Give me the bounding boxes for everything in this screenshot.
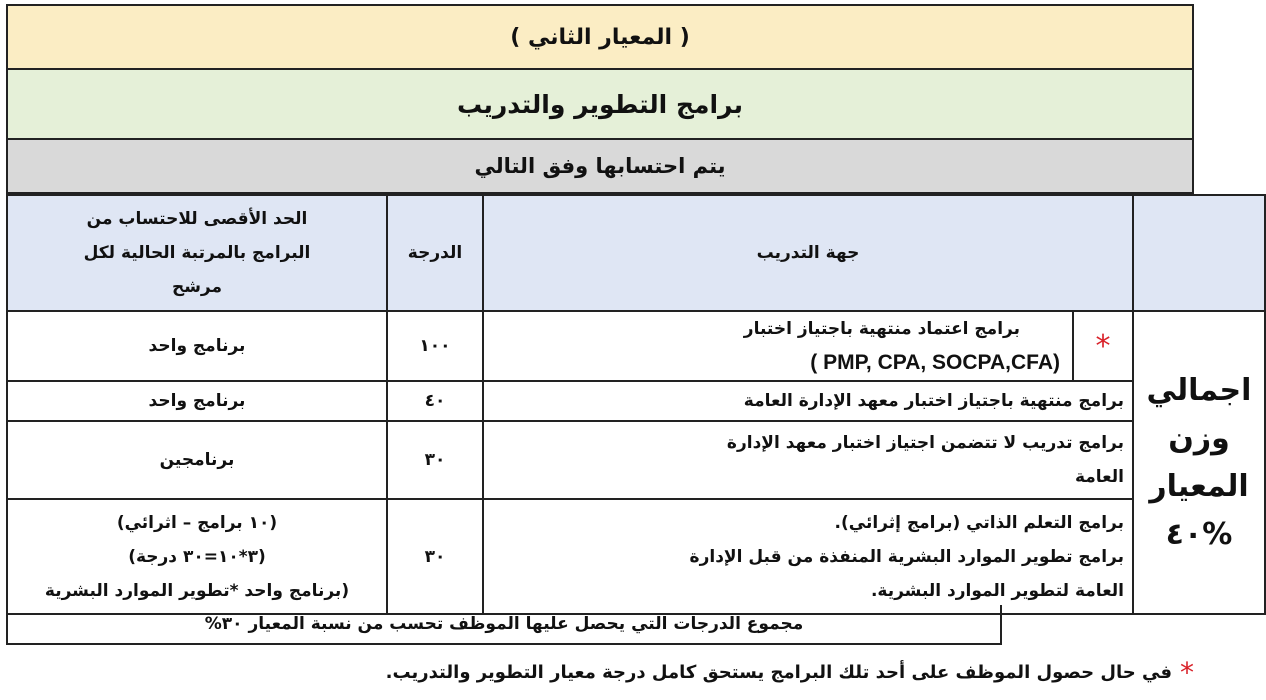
- row4-max-line: (١٠ برامج – اثرائي): [116, 512, 278, 533]
- footnote-text: في حال حصول الموظف على أحد تلك البرامج يستحق كامل درجة معيار التطوير والتدريب.: [385, 661, 1172, 683]
- row1-star-cell: [1073, 311, 1133, 381]
- section-title: [6, 70, 1194, 140]
- header-max-line: مرشح: [171, 277, 223, 297]
- sum-note-text: مجموع الدرجات التي يحصل عليها الموظف تحسب من نسبة المعيار ٣٠%: [204, 614, 804, 634]
- standard-title-text: ( المعيار الثاني ): [510, 24, 690, 50]
- row3-max: برنامجين: [7, 421, 387, 499]
- row4-provider: [483, 499, 1133, 614]
- row3-provider-line: العامة: [1074, 467, 1124, 487]
- header-degree: الدرجة: [387, 195, 483, 311]
- sum-note: [6, 605, 1002, 645]
- row3-provider: [483, 421, 1133, 499]
- row4-degree: ٣٠: [387, 499, 483, 614]
- row4-provider-line: برامج تطوير الموارد البشرية المنفذة من قبل الإدارة: [689, 546, 1124, 567]
- header-max: [7, 195, 387, 311]
- asterisk-icon: *: [1095, 328, 1111, 364]
- section-title-text: برامج التطوير والتدريب: [457, 89, 743, 119]
- row2-provider: برامج منتهية باجتياز اختبار معهد الإدارة العامة: [483, 381, 1133, 421]
- row4-provider-line: برامج التعلم الذاتي (برامج إثرائي).: [834, 512, 1124, 533]
- side-line: ٤٠%: [1165, 516, 1233, 552]
- side-line: اجمالي: [1146, 372, 1252, 408]
- row2-max: برنامج واحد: [7, 381, 387, 421]
- header-max-line: البرامج بالمرتبة الحالية لكل: [83, 243, 311, 263]
- calc-note: [6, 140, 1194, 194]
- table-row: [7, 381, 1265, 421]
- calc-note-text: يتم احتسابها وفق التالي: [474, 154, 726, 178]
- table-row: [7, 311, 1265, 381]
- header-side-empty: [1133, 195, 1265, 311]
- row4-max-line: (٣*١٠=٣٠ درجة): [128, 546, 266, 567]
- row3-degree: ٣٠: [387, 421, 483, 499]
- row1-provider-line: برامج اعتماد منتهية باجتياز اختبار: [743, 319, 1020, 339]
- standard-title: [6, 4, 1194, 70]
- row4-max: [7, 499, 387, 614]
- asterisk-icon: *: [1180, 655, 1194, 689]
- criteria-table: [6, 194, 1266, 615]
- footnote: [6, 652, 1194, 692]
- header-max-line: الحد الأقصى للاحتساب من: [86, 209, 308, 229]
- row1-provider-certs: ( PMP, CPA, SOCPA,CFA): [810, 351, 1060, 374]
- table-header-row: [7, 195, 1265, 311]
- row2-degree: ٤٠: [387, 381, 483, 421]
- row1-degree: ١٠٠: [387, 311, 483, 381]
- side-line: المعيار: [1149, 468, 1249, 504]
- table-row: [7, 499, 1265, 614]
- row3-provider-line: برامج تدريب لا تتضمن اجتياز اختبار معهد الإدارة: [726, 433, 1124, 453]
- row4-max-line: (برنامج واحد *تطوير الموارد البشرية: [44, 580, 350, 601]
- side-total-weight: [1133, 311, 1265, 614]
- row1-max: برنامج واحد: [7, 311, 387, 381]
- table-row: [7, 421, 1265, 499]
- side-line: وزن: [1168, 420, 1230, 456]
- row4-provider-line: العامة لتطوير الموارد البشرية.: [870, 580, 1124, 601]
- row1-provider: [483, 311, 1073, 381]
- header-provider: جهة التدريب: [483, 195, 1133, 311]
